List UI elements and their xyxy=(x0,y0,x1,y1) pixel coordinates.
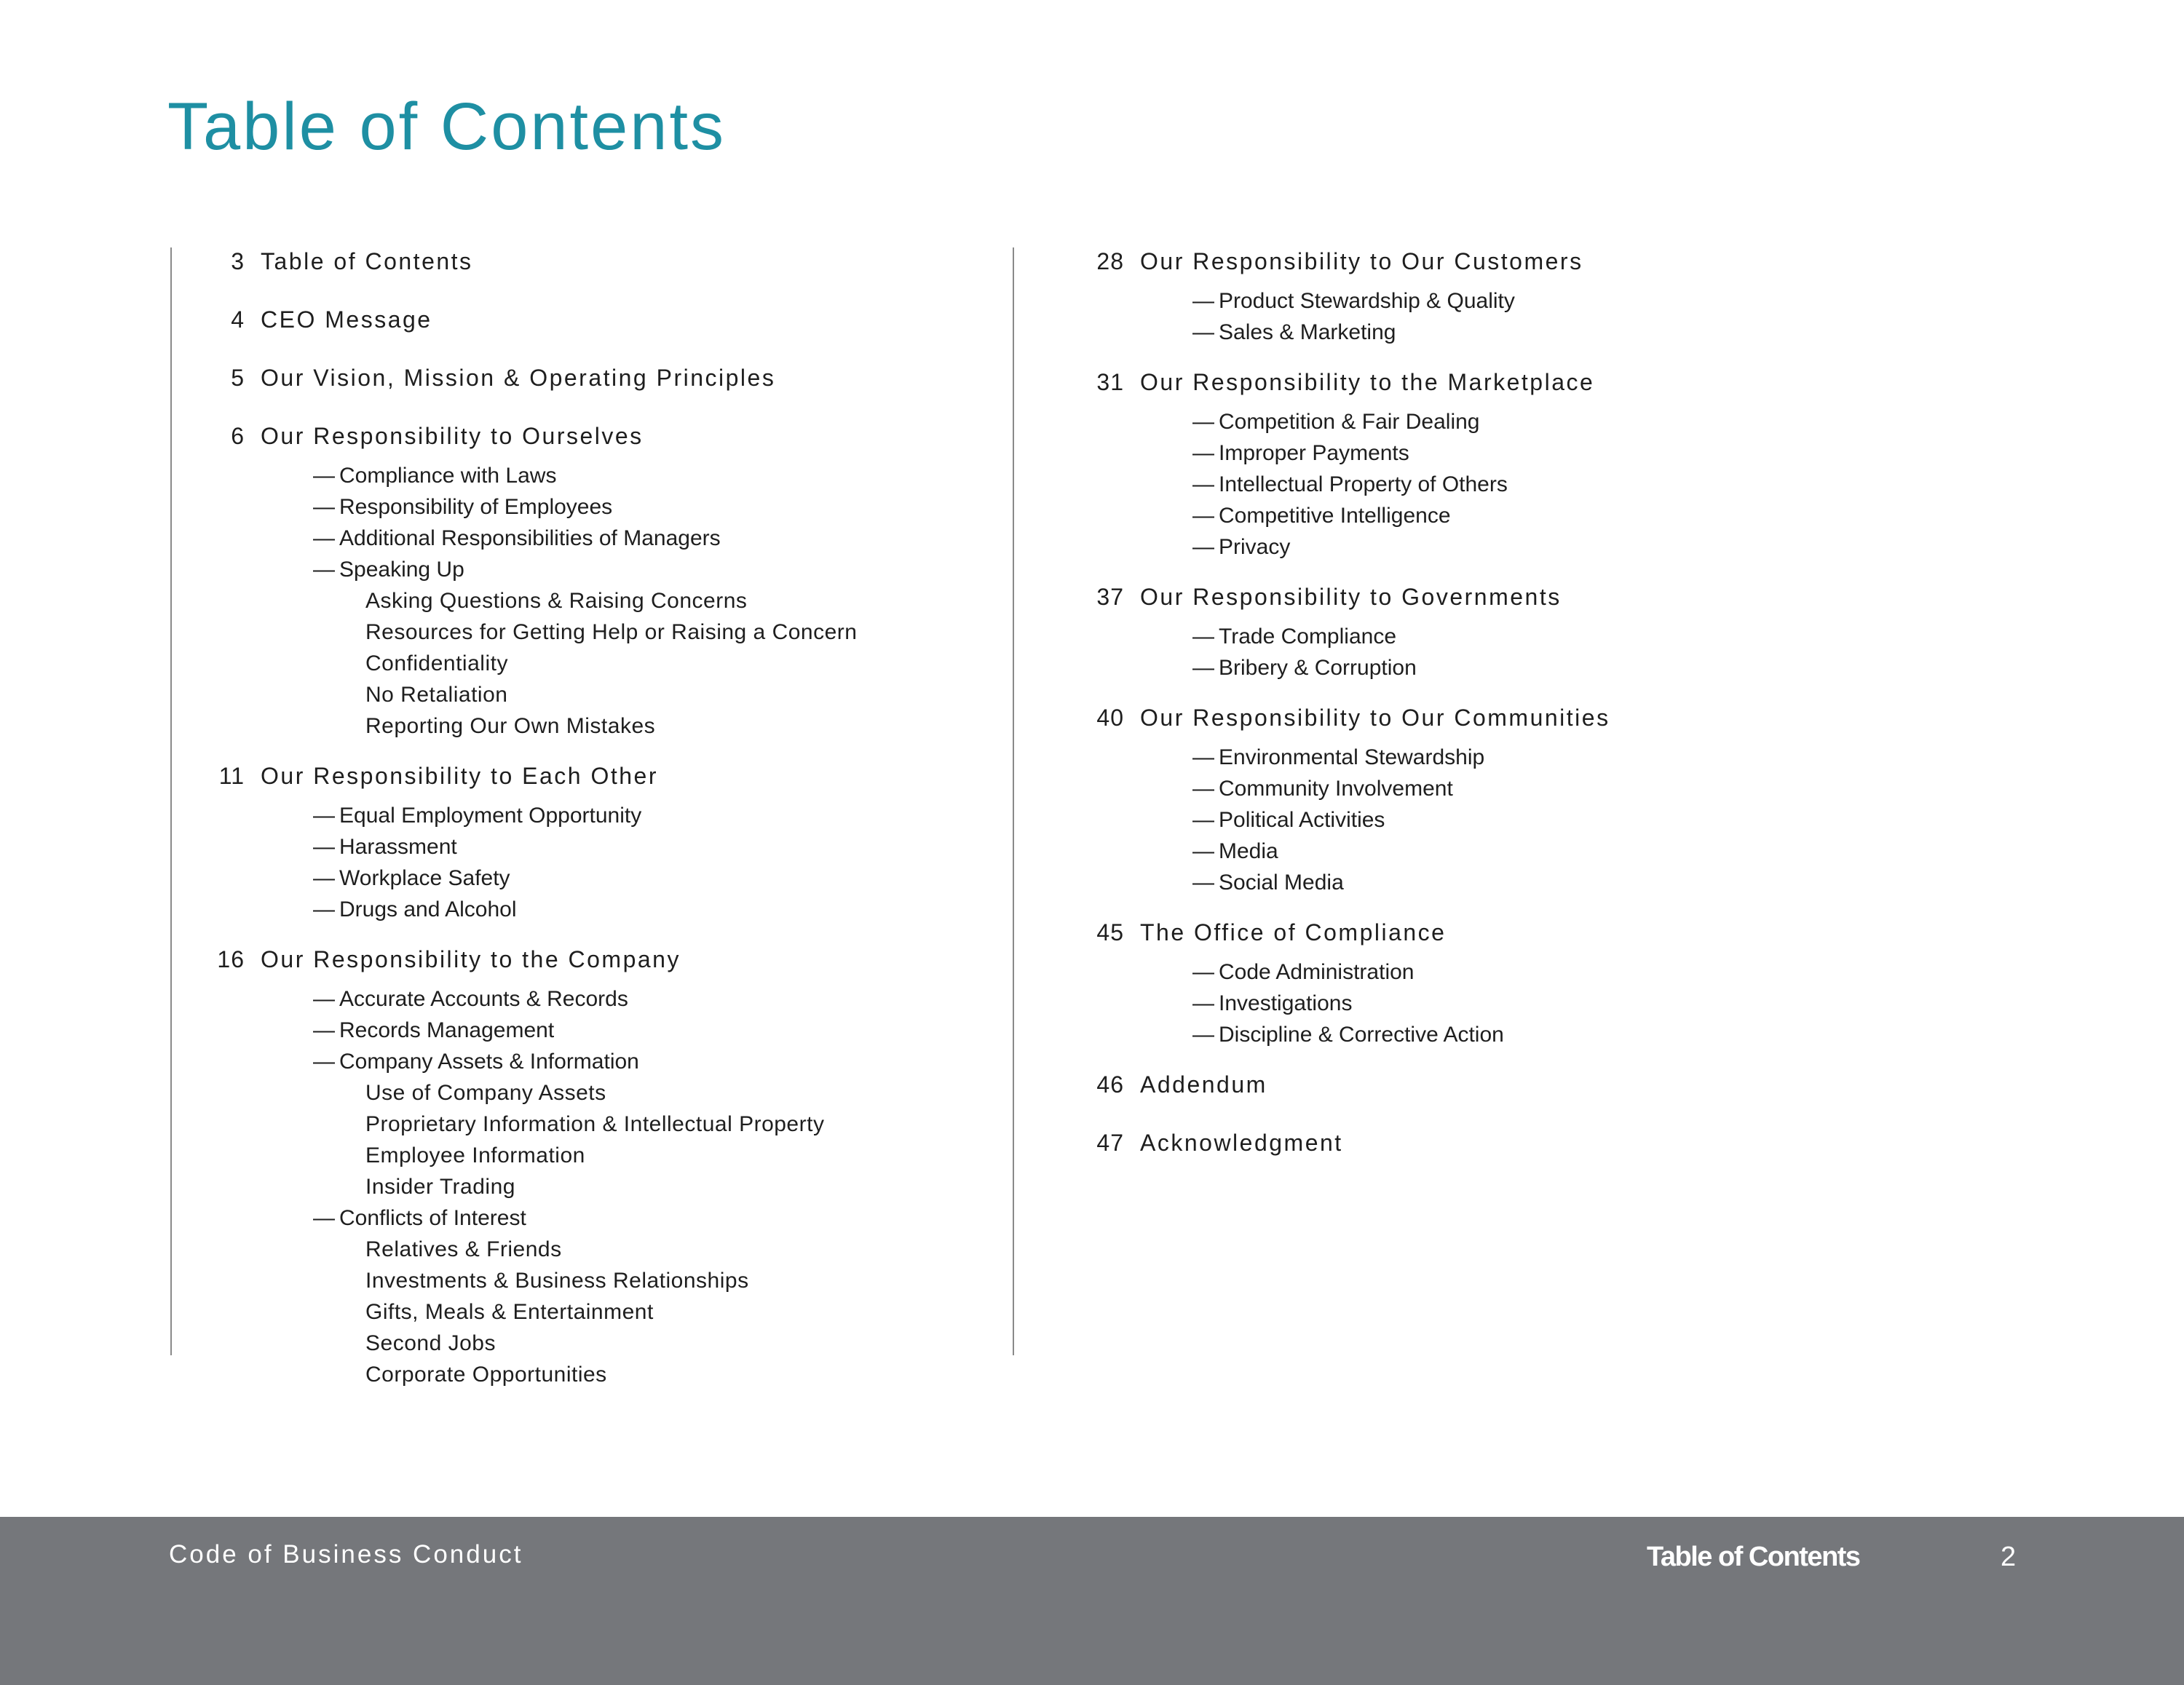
toc-subentry-title[interactable]: Community Involvement xyxy=(1219,777,1453,801)
toc-subitem[interactable]: Use of Company Assets xyxy=(365,1081,606,1105)
toc-section xyxy=(1086,237,2033,348)
toc-entry-title[interactable]: CEO Message xyxy=(261,306,432,333)
em-dash: — xyxy=(1192,1023,1214,1047)
toc-subitem[interactable]: Second Jobs xyxy=(365,1331,496,1355)
center-column-rule xyxy=(1013,247,1014,1355)
em-dash: — xyxy=(313,495,335,519)
toc-page-number: 46 xyxy=(1096,1071,1124,1098)
toc-subentry-title[interactable]: Additional Responsibilities of Managers xyxy=(339,526,721,550)
toc-subentry[interactable] xyxy=(197,800,997,831)
toc-entry[interactable] xyxy=(1086,1119,2033,1167)
toc-subentry-title[interactable]: Social Media xyxy=(1219,871,1344,895)
page-title: Table of Contents xyxy=(167,90,727,164)
page-footer xyxy=(0,1517,2184,1685)
toc-subentry[interactable] xyxy=(197,863,997,894)
toc-subentry-title[interactable]: Accurate Accounts & Records xyxy=(339,987,628,1011)
toc-subitem[interactable]: Proprietary Information & Intellectual Property xyxy=(365,1112,825,1136)
toc-entry-title[interactable]: The Office of Compliance xyxy=(1140,919,1447,945)
toc-subentry[interactable] xyxy=(197,894,997,925)
em-dash: — xyxy=(313,1018,335,1042)
toc-subentry-title[interactable]: Drugs and Alcohol xyxy=(339,897,517,921)
toc-page-number: 11 xyxy=(218,763,245,789)
toc-subentry[interactable] xyxy=(1086,406,2033,437)
toc-subitem[interactable]: Employee Information xyxy=(365,1143,585,1167)
toc-left-column xyxy=(197,237,997,1400)
toc-subentry-title[interactable]: Competition & Fair Dealing xyxy=(1219,410,1480,434)
toc-subentry[interactable] xyxy=(1086,773,2033,804)
toc-subentry[interactable] xyxy=(197,831,997,863)
toc-subentry[interactable] xyxy=(1086,988,2033,1019)
em-dash: — xyxy=(1192,320,1214,344)
toc-subentry[interactable] xyxy=(197,983,997,1015)
toc-subentry-title[interactable]: Trade Compliance xyxy=(1219,625,1396,649)
toc-page-number: 47 xyxy=(1096,1130,1124,1156)
toc-subentry[interactable] xyxy=(1086,437,2033,469)
toc-subentry-title[interactable]: Responsibility of Employees xyxy=(339,495,613,519)
em-dash: — xyxy=(1192,656,1214,680)
toc-section xyxy=(197,752,997,925)
toc-entry[interactable] xyxy=(197,935,997,983)
toc-subentry[interactable] xyxy=(1086,652,2033,683)
toc-subentry-title[interactable]: Company Assets & Information xyxy=(339,1050,639,1074)
toc-section xyxy=(197,237,997,285)
toc-subentry[interactable] xyxy=(197,460,997,491)
toc-subitem[interactable]: Reporting Our Own Mistakes xyxy=(365,714,656,738)
toc-subitem[interactable]: Confidentiality xyxy=(365,651,508,675)
toc-subentry[interactable] xyxy=(197,1046,997,1077)
toc-section xyxy=(197,935,997,1390)
toc-page-number: 45 xyxy=(1096,919,1124,945)
toc-subitem[interactable]: Resources for Getting Help or Raising a Concern xyxy=(365,620,858,644)
toc-page-number: 4 xyxy=(231,306,245,333)
toc-entry[interactable] xyxy=(197,412,997,460)
toc-entry[interactable] xyxy=(197,237,997,285)
toc-entry[interactable] xyxy=(197,354,997,402)
toc-subitem[interactable]: Relatives & Friends xyxy=(365,1237,562,1261)
toc-subentry-title[interactable]: Discipline & Corrective Action xyxy=(1219,1023,1504,1047)
em-dash: — xyxy=(1192,535,1214,559)
toc-section xyxy=(1086,1119,2033,1167)
toc-subitem[interactable]: Insider Trading xyxy=(365,1175,515,1199)
toc-subentry[interactable] xyxy=(1086,1019,2033,1050)
toc-subentry-title[interactable]: Investigations xyxy=(1219,991,1353,1015)
toc-subentry-title[interactable]: Privacy xyxy=(1219,535,1291,559)
toc-section xyxy=(197,354,997,402)
toc-subentry-title[interactable]: Improper Payments xyxy=(1219,441,1409,465)
em-dash: — xyxy=(313,835,335,859)
toc-entry-title[interactable]: Our Responsibility to Governments xyxy=(1140,584,1562,610)
toc-right-column xyxy=(1086,237,2033,1177)
toc-subentry-title[interactable]: Intellectual Property of Others xyxy=(1219,472,1508,496)
em-dash: — xyxy=(313,1050,335,1074)
toc-subentry[interactable] xyxy=(197,523,997,554)
toc-entry-title[interactable]: Table of Contents xyxy=(261,248,473,274)
toc-entry[interactable] xyxy=(1086,573,2033,621)
toc-section xyxy=(1086,1060,2033,1109)
toc-subentry[interactable] xyxy=(1086,317,2033,348)
toc-page-number: 28 xyxy=(1096,248,1124,274)
em-dash: — xyxy=(1192,991,1214,1015)
em-dash: — xyxy=(1192,410,1214,434)
toc-subentry-title[interactable]: Conflicts of Interest xyxy=(339,1206,526,1230)
toc-subentry-title[interactable]: Records Management xyxy=(339,1018,555,1042)
toc-subitem[interactable]: Investments & Business Relationships xyxy=(365,1269,749,1293)
em-dash: — xyxy=(313,866,335,890)
footer-section-name: Table of Contents xyxy=(1647,1542,1860,1572)
em-dash: — xyxy=(313,558,335,582)
toc-subentry-title[interactable]: Political Activities xyxy=(1219,808,1385,832)
toc-subentry-title[interactable]: Environmental Stewardship xyxy=(1219,745,1485,769)
toc-page-number: 16 xyxy=(217,946,245,972)
toc-page-number: 6 xyxy=(231,423,245,449)
toc-entry-title[interactable]: Addendum xyxy=(1140,1071,1267,1098)
toc-entry-title[interactable]: Our Responsibility to Our Communities xyxy=(1140,705,1610,731)
toc-entry[interactable] xyxy=(1086,694,2033,742)
toc-entry[interactable] xyxy=(1086,237,2033,285)
toc-subentry[interactable] xyxy=(197,554,997,585)
em-dash: — xyxy=(1192,441,1214,465)
left-column-rule xyxy=(170,247,172,1355)
toc-subitem[interactable]: No Retaliation xyxy=(365,683,508,707)
toc-subentry[interactable] xyxy=(1086,500,2033,531)
toc-entry[interactable] xyxy=(1086,358,2033,406)
footer-document-name: Code of Business Conduct xyxy=(169,1540,523,1569)
toc-subentry[interactable] xyxy=(1086,285,2033,317)
toc-subentry-title[interactable]: Harassment xyxy=(339,835,457,859)
toc-section xyxy=(197,296,997,344)
toc-subentry-title[interactable]: Media xyxy=(1219,839,1278,863)
em-dash: — xyxy=(1192,960,1214,984)
toc-subentry-title[interactable]: Equal Employment Opportunity xyxy=(339,804,642,828)
toc-entry-title[interactable]: Our Responsibility to the Company xyxy=(261,946,681,972)
toc-subentry[interactable] xyxy=(197,1015,997,1046)
toc-subitem[interactable]: Corporate Opportunities xyxy=(365,1363,607,1387)
toc-entry[interactable] xyxy=(197,296,997,344)
toc-subentry[interactable] xyxy=(1086,804,2033,836)
toc-subentry[interactable] xyxy=(1086,531,2033,563)
em-dash: — xyxy=(1192,625,1214,649)
em-dash: — xyxy=(1192,777,1214,801)
toc-page-number: 40 xyxy=(1096,705,1124,731)
toc-entry-title[interactable]: Our Responsibility to Ourselves xyxy=(261,423,644,449)
em-dash: — xyxy=(313,804,335,828)
toc-entry-title[interactable]: Our Responsibility to Each Other xyxy=(261,763,658,789)
toc-section xyxy=(1086,573,2033,683)
toc-entry-title[interactable]: Acknowledgment xyxy=(1140,1130,1343,1156)
toc-subentry-title[interactable]: Compliance with Laws xyxy=(339,464,557,488)
em-dash: — xyxy=(1192,504,1214,528)
toc-subentry[interactable] xyxy=(1086,956,2033,988)
toc-subentry[interactable] xyxy=(1086,867,2033,898)
em-dash: — xyxy=(1192,745,1214,769)
toc-page-number: 31 xyxy=(1096,369,1124,395)
toc-subentry-title[interactable]: Workplace Safety xyxy=(339,866,510,890)
em-dash: — xyxy=(1192,839,1214,863)
toc-subentry[interactable] xyxy=(1086,469,2033,500)
em-dash: — xyxy=(1192,871,1214,895)
toc-entry-title[interactable]: Our Responsibility to the Marketplace xyxy=(1140,369,1595,395)
em-dash: — xyxy=(1192,472,1214,496)
em-dash: — xyxy=(313,987,335,1011)
em-dash: — xyxy=(313,897,335,921)
toc-page-number: 3 xyxy=(231,248,245,274)
em-dash: — xyxy=(313,1206,335,1230)
toc-page-number: 37 xyxy=(1096,584,1124,610)
toc-section xyxy=(197,412,997,742)
toc-entry-title[interactable]: Our Responsibility to Our Customers xyxy=(1140,248,1583,274)
toc-subentry-title[interactable]: Speaking Up xyxy=(339,558,464,582)
toc-subentry[interactable] xyxy=(1086,621,2033,652)
toc-subitem[interactable]: Gifts, Meals & Entertainment xyxy=(365,1300,654,1324)
em-dash: — xyxy=(313,464,335,488)
toc-section xyxy=(1086,908,2033,1050)
toc-page-number: 5 xyxy=(231,365,245,391)
toc-section xyxy=(1086,358,2033,563)
toc-entry[interactable] xyxy=(1086,908,2033,956)
em-dash: — xyxy=(1192,808,1214,832)
toc-subentry[interactable] xyxy=(1086,742,2033,773)
toc-subitem[interactable]: Asking Questions & Raising Concerns xyxy=(365,589,748,613)
em-dash: — xyxy=(313,526,335,550)
toc-entry[interactable] xyxy=(1086,1060,2033,1109)
toc-section xyxy=(1086,694,2033,898)
footer-page-number: 2 xyxy=(2001,1542,2017,1572)
toc-entry-title[interactable]: Our Vision, Mission & Operating Principles xyxy=(261,365,776,391)
em-dash: — xyxy=(1192,289,1214,313)
toc-subentry[interactable] xyxy=(1086,836,2033,867)
toc-subentry-title[interactable]: Sales & Marketing xyxy=(1219,320,1396,344)
toc-subentry-title[interactable]: Code Administration xyxy=(1219,960,1415,984)
toc-subentry-title[interactable]: Competitive Intelligence xyxy=(1219,504,1451,528)
toc-subentry-title[interactable]: Product Stewardship & Quality xyxy=(1219,289,1515,313)
toc-subentry-title[interactable]: Bribery & Corruption xyxy=(1219,656,1417,680)
toc-subentry[interactable] xyxy=(197,1202,997,1234)
toc-entry[interactable] xyxy=(197,752,997,800)
toc-subentry[interactable] xyxy=(197,491,997,523)
